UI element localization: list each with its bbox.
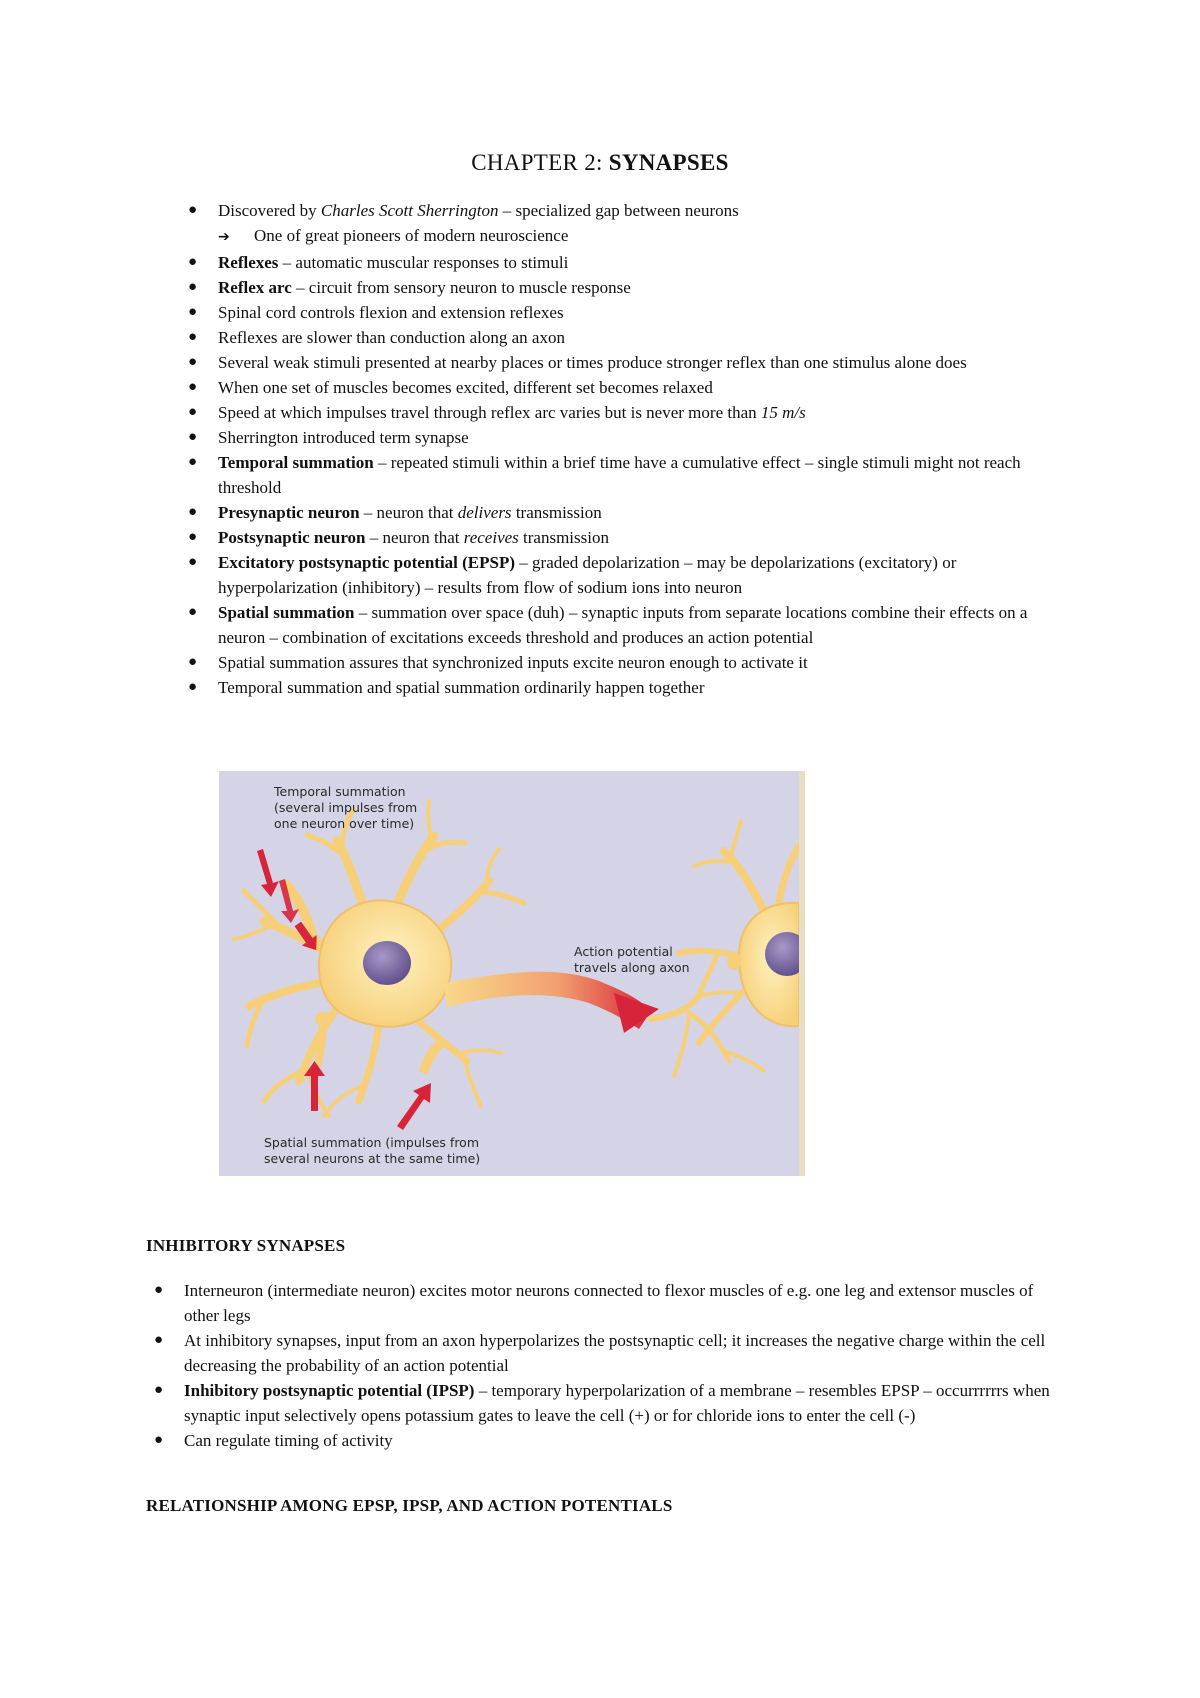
bullet-icon: ●	[188, 202, 198, 218]
bullet-icon: ●	[188, 604, 198, 620]
left-nucleus	[363, 941, 411, 985]
bullet-icon: ●	[188, 679, 198, 695]
text-segment: – neuron that	[359, 503, 458, 522]
bullet-icon: ●	[188, 454, 198, 470]
sub-point	[218, 223, 1048, 250]
action-potential-label: Action potential travels along axon	[574, 944, 690, 975]
term: Excitatory postsynaptic potential (EPSP)	[218, 553, 516, 572]
term: Presynaptic neuron	[218, 503, 360, 522]
text-segment: Several weak stimuli presented at nearby places or times produce stronger reflex than one stimulus alone does	[218, 353, 967, 372]
main-bullet-list	[188, 198, 1048, 700]
term: Reflexes	[218, 253, 279, 272]
text-segment: Sherrington introduced term synapse	[218, 428, 469, 447]
page-title	[0, 150, 1200, 176]
bullet-item	[188, 198, 1048, 223]
bullet-icon: ●	[188, 504, 198, 520]
text-segment: transmission	[518, 528, 609, 547]
bullet-icon: ●	[188, 554, 198, 570]
bullet-item	[154, 1428, 1054, 1453]
bullet-item	[188, 650, 1048, 675]
temporal-summation-label: Temporal summation (several impulses from one neuron over time)	[274, 784, 418, 831]
text-segment: Can regulate timing of activity	[184, 1431, 393, 1450]
bullet-item	[188, 675, 1048, 700]
bullet-icon: ●	[188, 279, 198, 295]
bullet-icon: ●	[188, 329, 198, 345]
text-segment: delivers	[457, 503, 512, 522]
bullet-icon: ●	[154, 1282, 164, 1298]
bullet-icon: ●	[188, 429, 198, 445]
bullet-icon: ●	[188, 304, 198, 320]
bullet-item	[188, 450, 1048, 500]
bullet-icon: ●	[188, 654, 198, 670]
title-bold: SYNAPSES	[608, 150, 729, 175]
text-segment: Spinal cord controls flexion and extension reflexes	[218, 303, 564, 322]
figure-right-edge	[799, 771, 805, 1176]
text-segment: receives	[463, 528, 519, 547]
text-segment: – specialized gap between neurons	[498, 201, 739, 220]
right-neuron	[679, 821, 805, 1043]
bullet-item	[154, 1378, 1054, 1428]
bullet-item	[188, 400, 1048, 425]
term: Temporal summation	[218, 453, 374, 472]
bullet-icon: ●	[188, 379, 198, 395]
term: Inhibitory postsynaptic potential (IPSP)	[184, 1381, 475, 1400]
text-segment: – neuron that	[365, 528, 464, 547]
bullet-item	[188, 425, 1048, 450]
bullet-icon: ●	[188, 354, 198, 370]
arrow-icon: ➔	[218, 229, 230, 245]
bullet-item	[154, 1328, 1054, 1378]
bullet-item	[154, 1278, 1054, 1328]
text-segment: – temporary hyperpolarization of a membrane – resembles EPSP – occurrrrrrs when synaptic input selectively opens potassium gates to leave the cell (+) or for chloride ions to enter the cell (-)	[184, 1381, 1050, 1425]
relationship-heading: RELATIONSHIP AMONG EPSP, IPSP, AND ACTION POTENTIALS	[146, 1496, 673, 1515]
text-segment: transmission	[511, 503, 602, 522]
text-segment: One of great pioneers of modern neuroscience	[254, 226, 569, 245]
bullet-icon: ●	[154, 1332, 164, 1348]
bullet-item	[188, 300, 1048, 325]
bullet-item	[188, 250, 1048, 275]
spatial-summation-label: Spatial summation (impulses from several neurons at the same time)	[264, 1135, 481, 1166]
text-segment: Interneuron (intermediate neuron) excites motor neurons connected to flexor muscles of e.g. one leg and extensor muscles of other legs	[184, 1281, 1034, 1325]
bullet-icon: ●	[188, 404, 198, 420]
text-segment: Speed at which impulses travel through reflex arc varies but is never more than	[218, 403, 761, 422]
text-segment: Discovered by	[218, 201, 321, 220]
text-segment: – circuit from sensory neuron to muscle response	[291, 278, 631, 297]
text-segment: – automatic muscular responses to stimuli	[278, 253, 569, 272]
bullet-item	[188, 550, 1048, 600]
bullet-item	[188, 500, 1048, 525]
bullet-item	[188, 325, 1048, 350]
inhibitory-bullet-list	[154, 1278, 1054, 1453]
bullet-item	[188, 375, 1048, 400]
term: Postsynaptic neuron	[218, 528, 366, 547]
text-segment: – repeated stimuli within a brief time have a cumulative effect – single stimuli might not reach threshold	[218, 453, 1021, 497]
bullet-item	[188, 275, 1048, 300]
text-segment: Reflexes are slower than conduction along an axon	[218, 328, 565, 347]
text-segment: – summation over space (duh) – synaptic inputs from separate locations combine their effects on a neuron – combination of excitations exceeds threshold and produces an action potential	[218, 603, 1028, 647]
title-prefix: CHAPTER 2:	[471, 150, 609, 175]
inhibitory-synapses-heading: INHIBITORY SYNAPSES	[146, 1236, 346, 1255]
bullet-icon: ●	[154, 1382, 164, 1398]
text-segment: Spatial summation assures that synchronized inputs excite neuron enough to activate it	[218, 653, 808, 672]
bullet-item	[188, 350, 1048, 375]
text-segment: – graded depolarization – may be depolarizations (excitatory) or hyperpolarization (inhibitory) – results from flow of sodium ions into neuron	[218, 553, 957, 597]
bullet-icon: ●	[188, 529, 198, 545]
text-segment: At inhibitory synapses, input from an axon hyperpolarizes the postsynaptic cell; it increases the negative charge within the cell decreasing the probability of an action potential	[184, 1331, 1046, 1375]
summation-figure	[219, 771, 805, 1176]
bullet-icon: ●	[188, 254, 198, 270]
text-segment: When one set of muscles becomes excited, different set becomes relaxed	[218, 378, 713, 397]
term: Spatial summation	[218, 603, 355, 622]
bullet-item	[188, 600, 1048, 650]
term: Reflex arc	[218, 278, 292, 297]
text-segment: Charles Scott Sherrington	[320, 201, 499, 220]
bullet-item	[188, 525, 1048, 550]
text-segment: Temporal summation and spatial summation ordinarily happen together	[218, 678, 705, 697]
text-segment: 15 m/s	[760, 403, 806, 422]
bullet-icon: ●	[154, 1432, 164, 1448]
